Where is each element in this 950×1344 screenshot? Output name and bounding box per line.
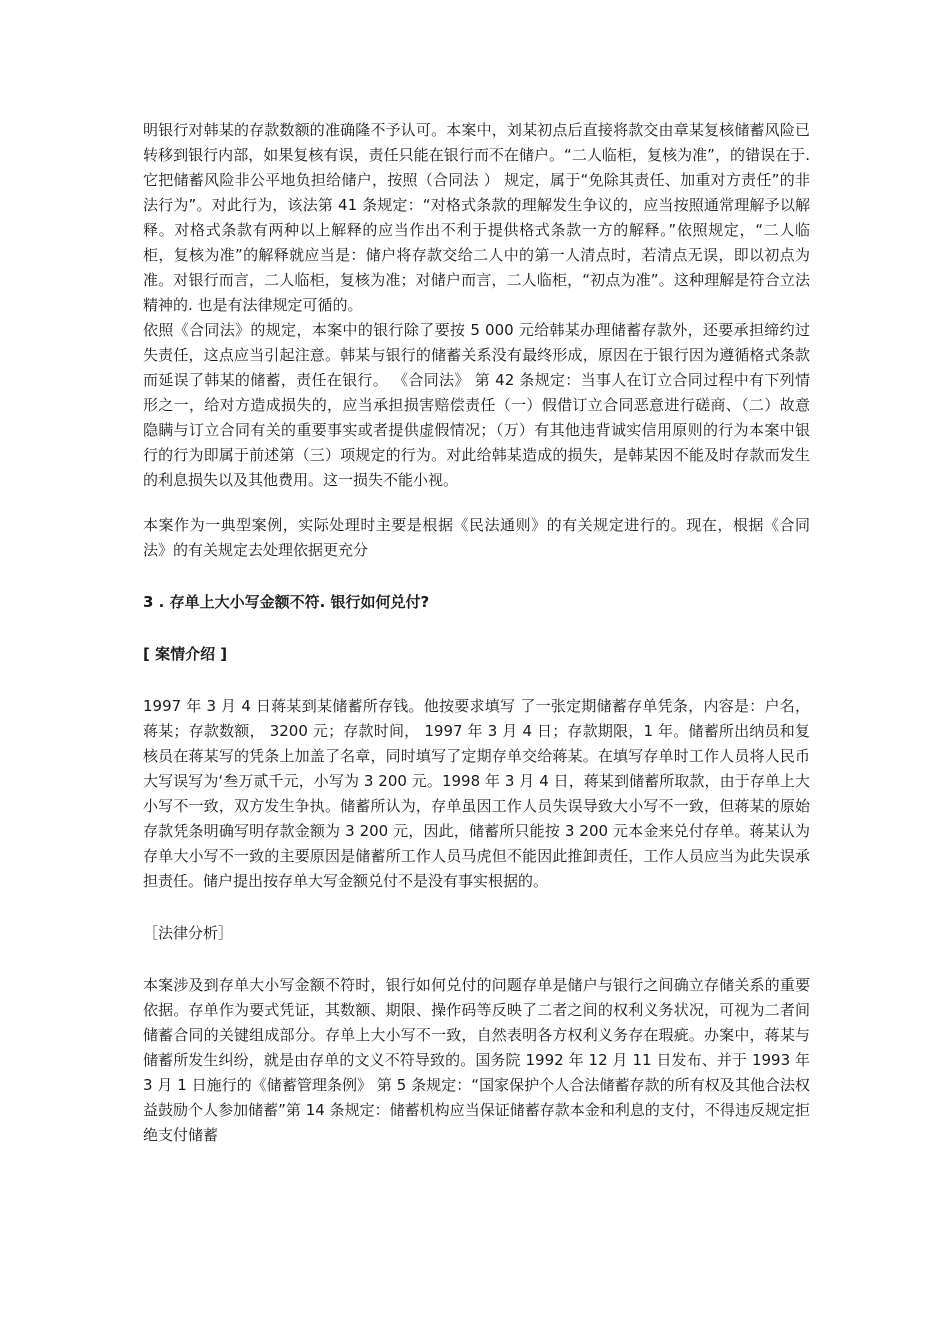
paragraph-spacer xyxy=(143,493,810,513)
document-page xyxy=(143,118,810,1148)
paragraph-legal-analysis: 本案涉及到存单大小写金额不符时，银行如何兑付的问题存单是储户与银行之间确立存储关系的重要依据。存单作为要式凭证，其数额、期限、操作码等反映了二者之间的权利义务状况，可视为二者间储蓄合同的关键组成部分。存单上大小写不一致，自然表明各方权利义务存在瑕疵。办案中，蒋某与储蓄所发生纠纷，就是由存单的文义不符导致的。国务院 1992 年 12 月 11 日发布、并于 1993 年 3 月 1 日施行的《储蓄管理条例》 第 5 条规定：“国家保护个人合法储蓄存款的所有权及其他合法权益鼓励个人参加储蓄”第 14 条规定：储蓄机构应当保证储蓄存款本金和利息的支付，不得违反规定拒绝支付储蓄 xyxy=(143,976,810,1144)
case-intro-title: [ 案情介绍 ] xyxy=(143,645,228,663)
paragraph-contract-liability: 依照《合同法》的规定，本案中的银行除了要按 5 000 元给韩某办理储蓄存款外，还要承担缔约过失责任，这点应当引起注意。韩某与银行的储蓄关系没有最终形成，原因在于银行因为遵循格式条款而延误了韩某的储蓄，责任在银行。 《合同法》 第 42 条规定：当事人在订立合同过程中有下列情形之一，给对方造成损失的，应当承担损害赔偿责任（一）假借订立合同恶意进行磋商、（二）故意隐瞒与订立合同有关的重要事实或者提供虚假情况；（万）有其他违背诚实信用原则的行为本案中银行的行为即属于前述第（三）项规定的行为。对此给韩某造成的损失，是韩某因不能及时存款而发生的利息损失以及其他费用。这一损失不能小视。 xyxy=(143,321,810,489)
section-heading: 3 . 存单上大小写金额不符. 银行如何兑付? xyxy=(143,593,430,611)
paragraph-spacer xyxy=(143,894,810,921)
paragraph-spacer xyxy=(143,615,810,642)
paragraph-spacer xyxy=(143,946,810,973)
paragraph-case-conclusion: 本案作为一典型案例，实际处理时主要是根据《民法通则》的有关规定进行的。现在，根据《合同法》的有关规定去处理依据更充分 xyxy=(143,516,810,559)
paragraph-case-facts: 1997 年 3 月 4 日蒋某到某储蓄所存钱。他按要求填写 了一张定期储蓄存单凭条，内容是：户名，蒋某；存款数额， 3200 元；存款时间， 1997 年 3 月 4 日；存款期限，1 年。储蓄所出纳员和复核员在蒋某写的凭条上加盖了名章，同时填写了定期存单交给蒋某。在填写存单时工作人员将人民币大写误写为‘叁万贰千元，小写为 3 200 元。1998 年 3 月 4 日，蒋某到储蓄所取款，由于存单上大小写不一致，双方发生争执。储蓄所认为，存单虽因工作人员失误导致大小写不一致，但蒋某的原始存款凭条明确写明存款金额为 3 200 元，因此，储蓄所只能按 3 200 元本金来兑付存单。蒋某认为存单大小写不一致的主要原因是储蓄所工作人员马虎但不能因此推卸责任，工作人员应当为此失误承担责任。储户提出按存单大写金额兑付不是没有事实根据的。 xyxy=(143,697,810,890)
paragraph-spacer xyxy=(143,563,810,590)
paragraph-format-clause-analysis: 明银行对韩某的存款数额的准确隆不予认可。本案中，刘某初点后直接将款交由章某复核储蓄风险已转移到银行内部，如果复核有误，责任只能在银行而不在储户。“二人临柜，复核为准”，的错误在于. 它把储蓄风险非公平地负担给储户，按照（合同法 ） 规定，属于“免除其责任、加重对方责任”的非法行为”。对此行为，该法第 41 条规定：“对格式条款的理解发生争议的，应当按照通常理解予以解释。对格式条款有两种以上解释的应当作出不利于提供格式条款一方的解释。”依照规定，“二人临柜，复核为准”的解释就应当是：储户将存款交给二人中的第一人清点时，若清点无误，即以初点为准。对银行而言，二人临柜，复核为准；对储户而言，二人临柜，“初点为准”。这种理解是符合立法精神的. 也是有法律规定可循的。 xyxy=(143,121,810,314)
legal-analysis-title: ［法律分析］ xyxy=(143,924,234,942)
paragraph-spacer xyxy=(143,667,810,694)
